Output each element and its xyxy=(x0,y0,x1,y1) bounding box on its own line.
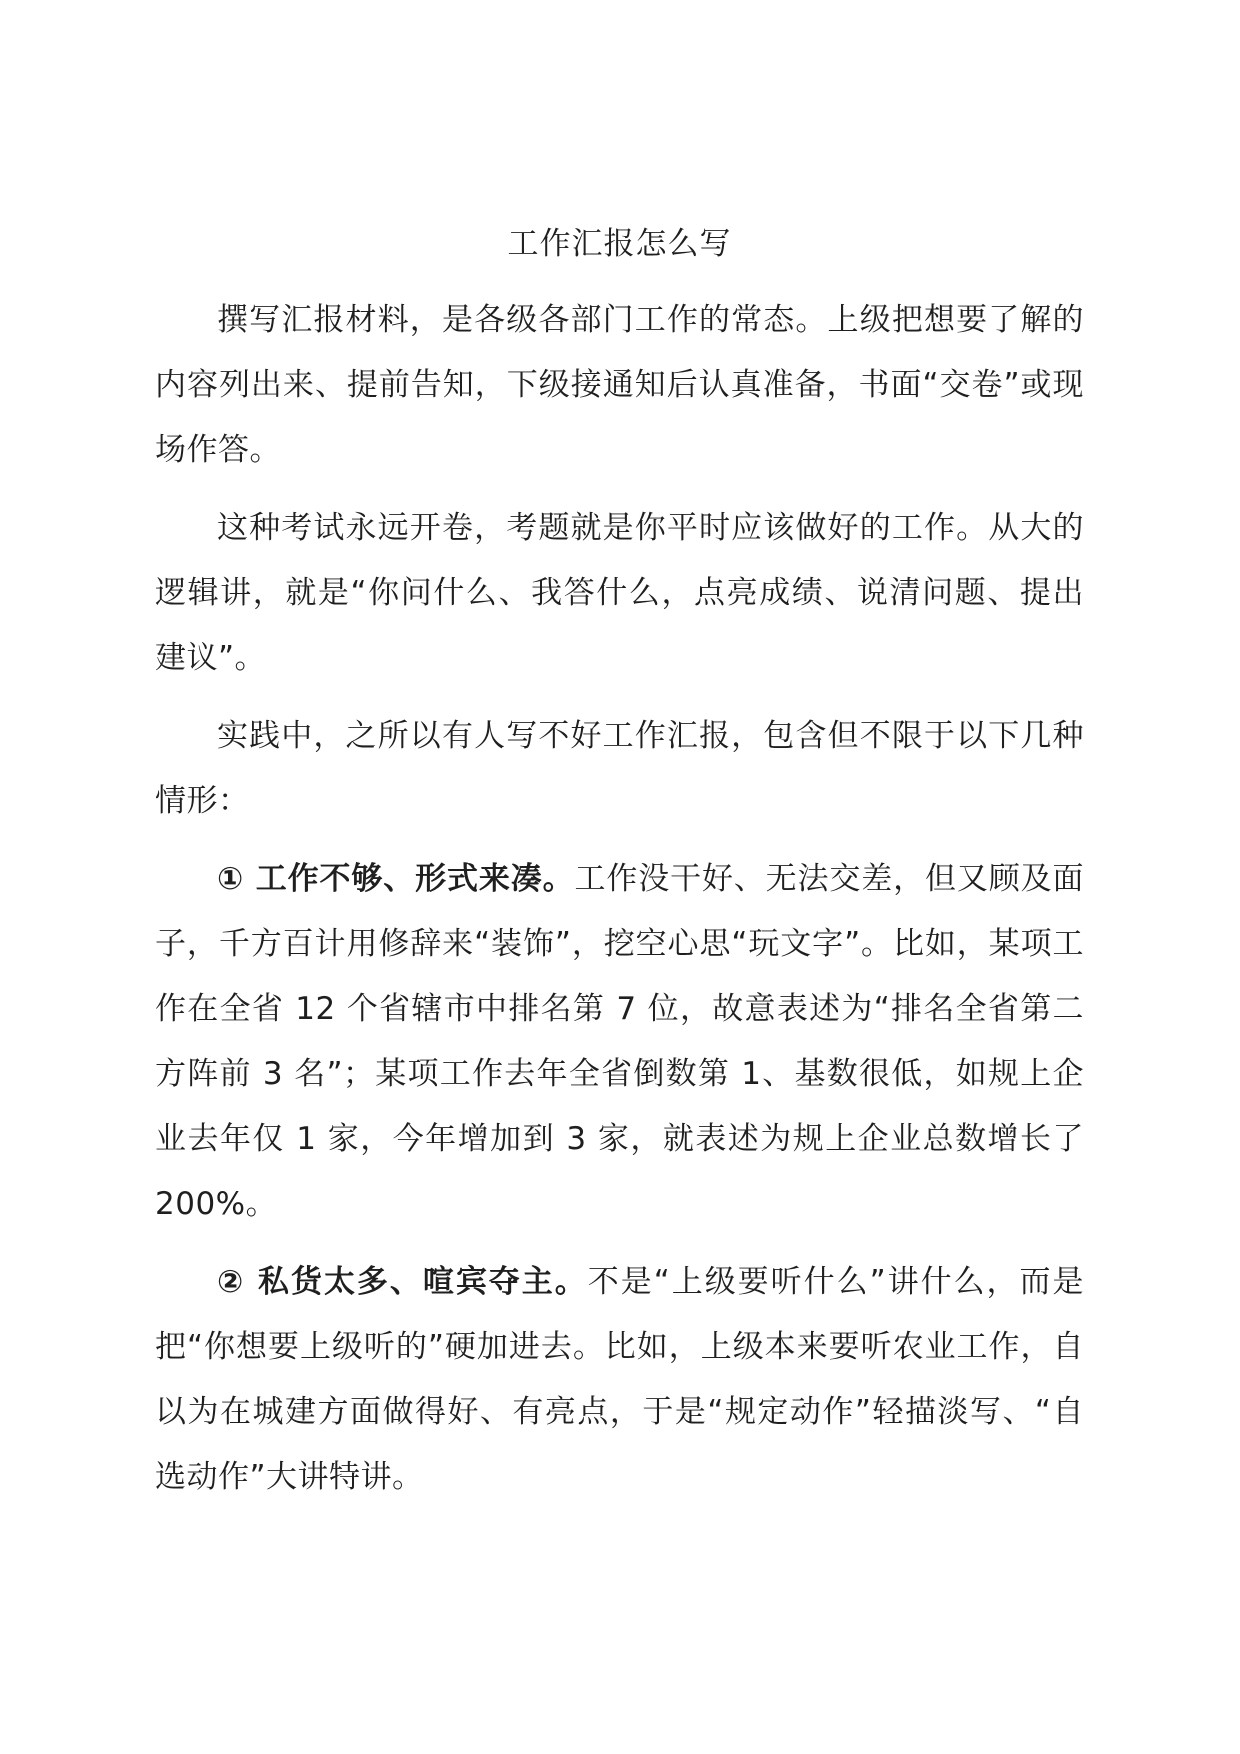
paragraph-2 xyxy=(155,496,1084,691)
document-title: 工作汇报怎么写 xyxy=(507,226,732,262)
paragraph-4-lead: ① 工作不够、形式来凑。 xyxy=(217,861,575,897)
paragraph-5-text: 不是“上级要听什么”讲什么，而是把“你想要上级听的”硬加进去。比如，上级本来要听农业工作，自以为在城建方面做得好、有亮点，于是“规定动作”轻描淡写、“自选动作”大讲特讲。 xyxy=(155,1264,1084,1495)
document-page xyxy=(155,222,1084,1523)
paragraph-1-text: 撰写汇报材料，是各级各部门工作的常态。上级把想要了解的内容列出来、提前告知，下级接通知后认真准备，书面“交卷”或现场作答。 xyxy=(155,302,1084,468)
paragraph-2-text: 这种考试永远开卷，考题就是你平时应该做好的工作。从大的逻辑讲，就是“你问什么、我答什么，点亮成绩、说清问题、提出建议”。 xyxy=(155,510,1084,676)
paragraph-1 xyxy=(155,288,1084,483)
paragraph-5 xyxy=(155,1250,1084,1510)
paragraph-3-text: 实践中，之所以有人写不好工作汇报，包含但不限于以下几种情形： xyxy=(155,718,1084,819)
paragraph-5-lead: ② 私货太多、喧宾夺主。 xyxy=(217,1264,588,1300)
paragraph-3 xyxy=(155,704,1084,834)
paragraph-4 xyxy=(155,847,1084,1237)
paragraph-4-text: 工作没干好、无法交差，但又顾及面子，千方百计用修辞来“装饰”，挖空心思“玩文字”。比如，某项工作在全省 12 个省辖市中排名第 7 位，故意表述为“排名全省第二方阵前 3 名”；某项工作去年全省倒数第 1、基数很低，如规上企业去年仅 1 家，今年增加到 3 家，就表述为规上企业总数增长了 200%。 xyxy=(155,861,1084,1222)
